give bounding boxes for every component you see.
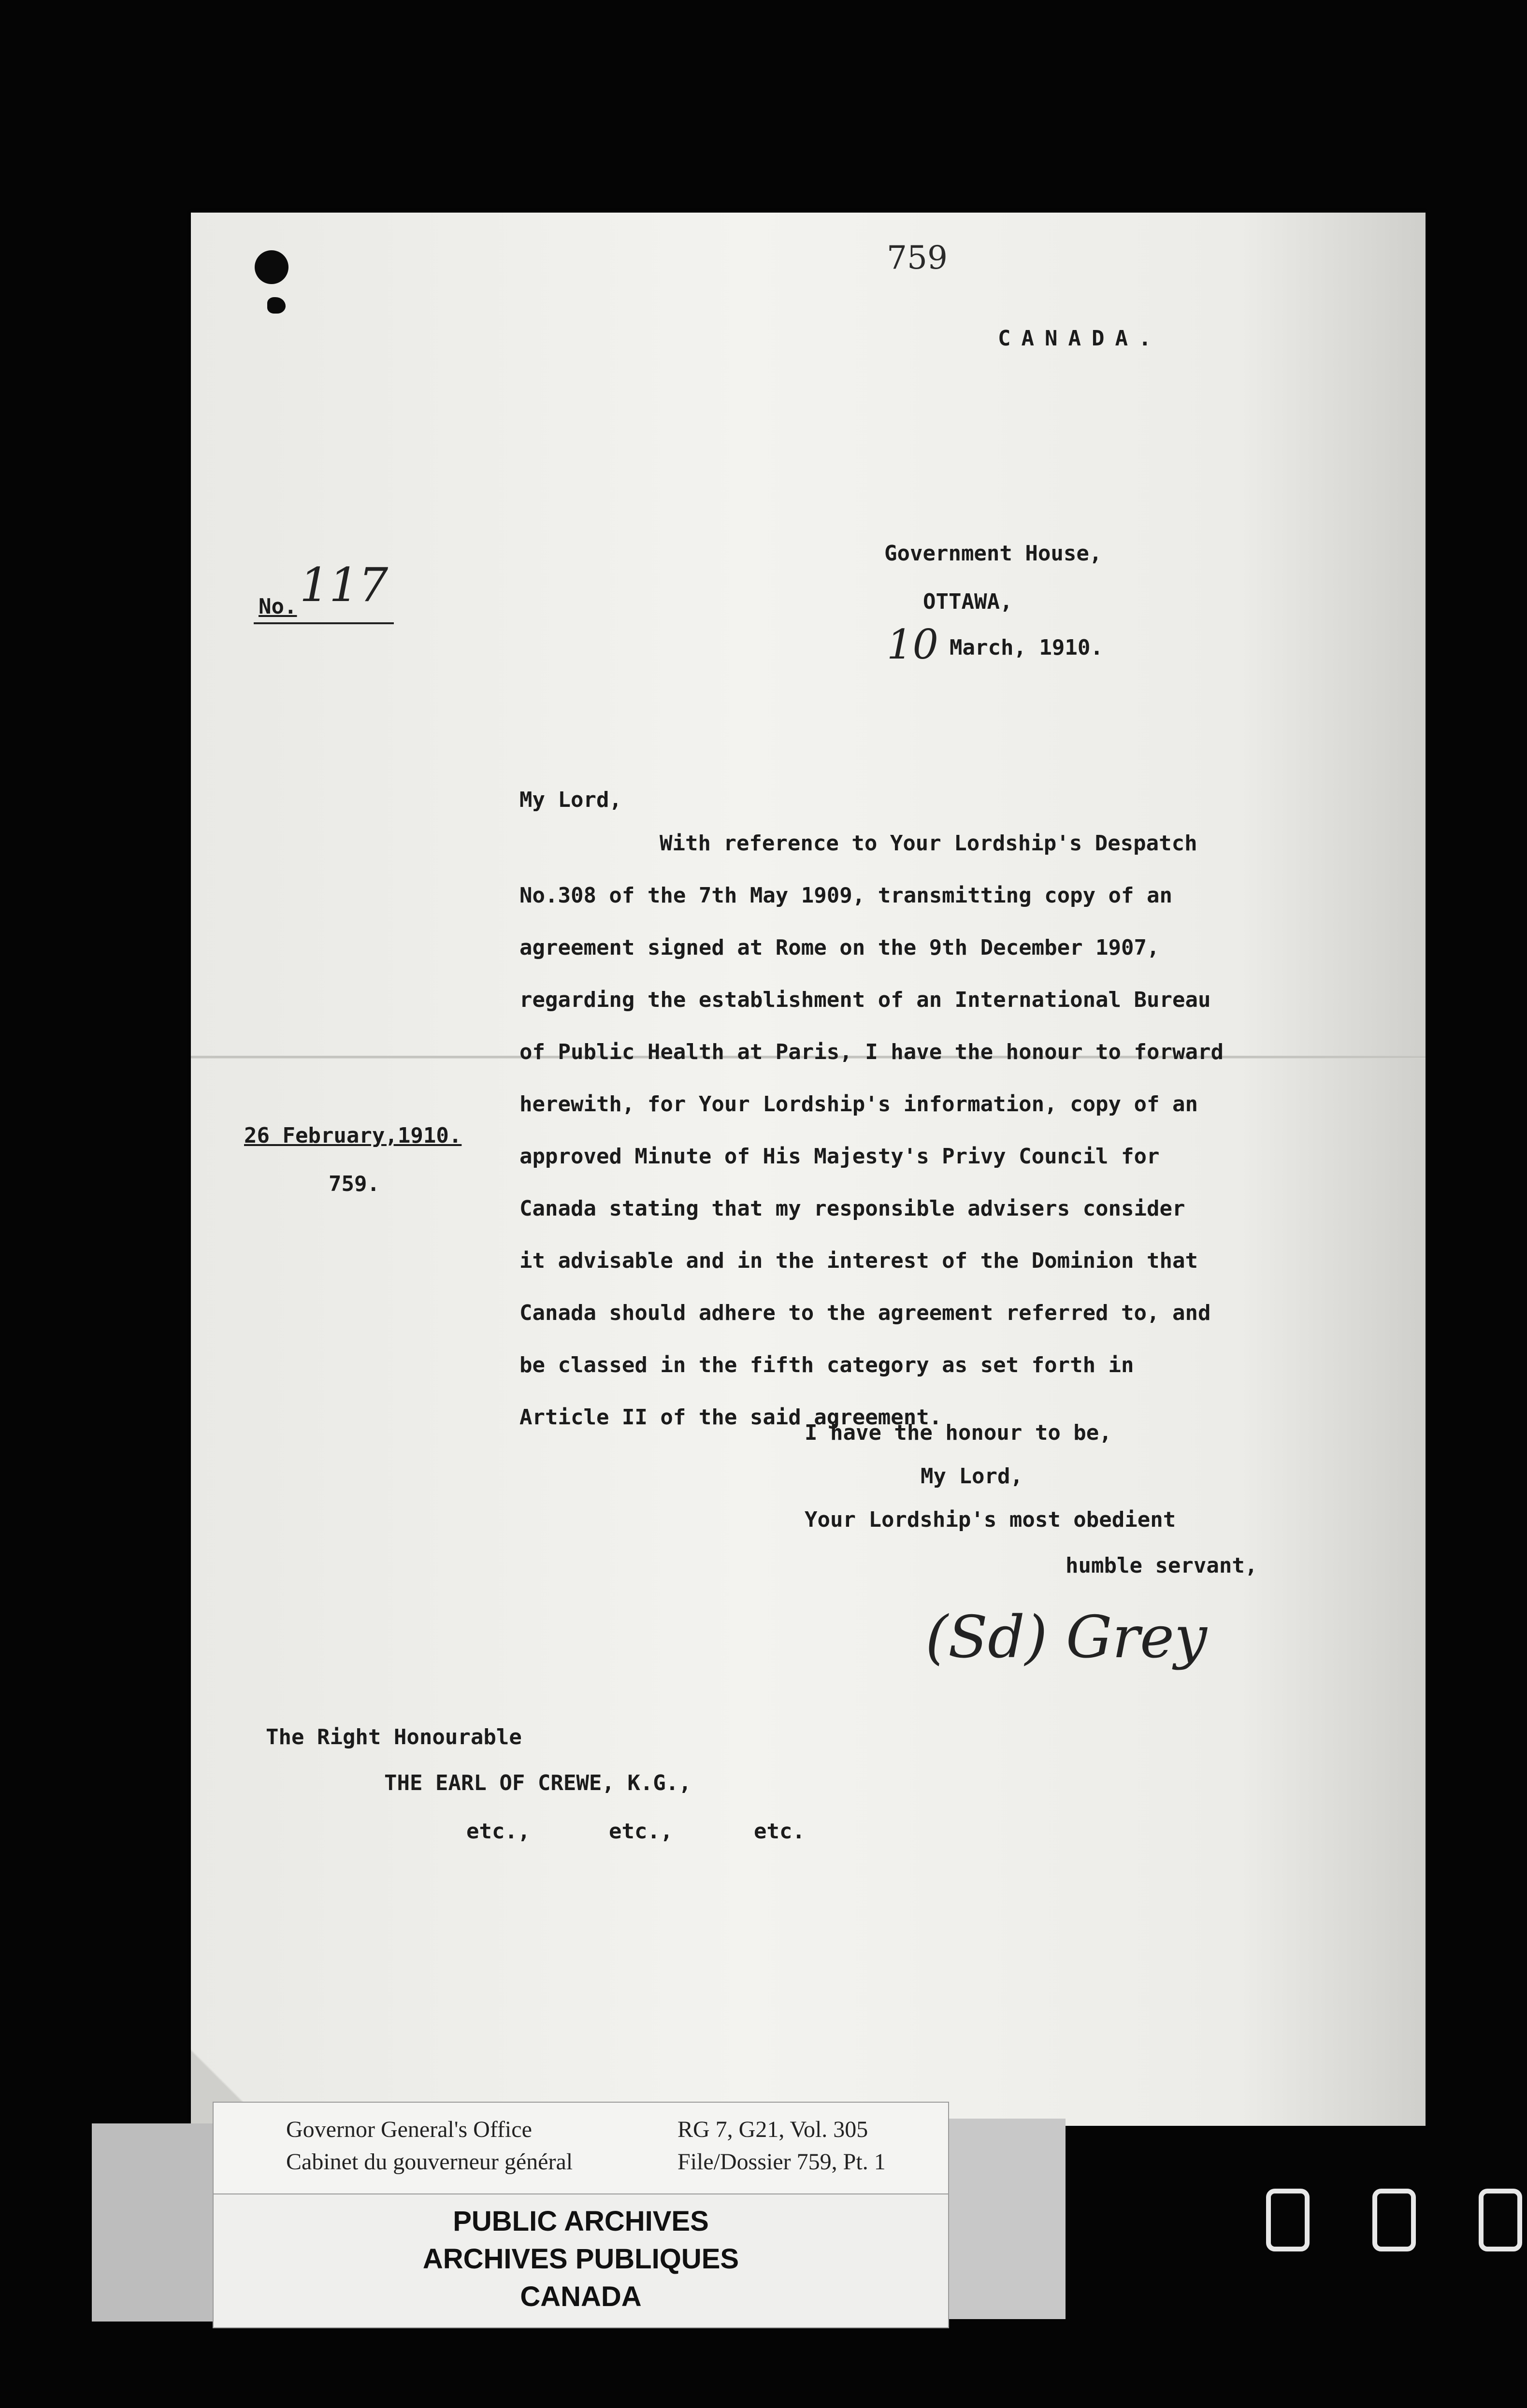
despatch-number-handwritten: 117 bbox=[300, 558, 389, 612]
label-backing-left bbox=[92, 2123, 215, 2322]
despatch-number-underline bbox=[254, 622, 394, 624]
body-line: Canada should adhere to the agreement referred to, and bbox=[519, 1301, 1211, 1325]
office-name-en: Governor General's Office bbox=[286, 2117, 532, 2142]
body-line: approved Minute of His Majesty's Privy Council for bbox=[519, 1144, 1160, 1169]
body-line: With reference to Your Lordship's Despatch bbox=[660, 831, 1197, 856]
letter-body bbox=[519, 831, 1399, 1457]
punch-hole-torn bbox=[267, 297, 286, 314]
body-line: herewith, for Your Lordship's information, copy of an bbox=[519, 1092, 1198, 1117]
counter-digit bbox=[1266, 2189, 1310, 2251]
margin-note-date: 26 February,1910. bbox=[244, 1123, 462, 1148]
country-heading: CANADA. bbox=[998, 326, 1162, 351]
body-line: it advisable and in the interest of the Dominion that bbox=[519, 1248, 1198, 1273]
archive-line-2: ARCHIVES PUBLIQUES bbox=[422, 2243, 739, 2275]
addressee-line-1: The Right Honourable bbox=[266, 1725, 522, 1749]
salutation: My Lord, bbox=[519, 788, 622, 812]
addressee-etc: etc., bbox=[609, 1819, 673, 1844]
addressee-etc: etc. bbox=[754, 1819, 805, 1844]
archive-line-3: CANADA bbox=[520, 2281, 642, 2312]
archive-office-label bbox=[213, 2102, 949, 2195]
file-ref: File/Dossier 759, Pt. 1 bbox=[677, 2149, 886, 2175]
page-number: 759 bbox=[887, 239, 948, 276]
body-line: No.308 of the 7th May 1909, transmitting copy of an bbox=[519, 883, 1173, 908]
archive-name-label bbox=[213, 2193, 949, 2328]
body-line: Article II of the said agreement. bbox=[519, 1405, 942, 1430]
margin-note-ref: 759. bbox=[329, 1172, 380, 1196]
body-line: regarding the establishment of an International Bureau bbox=[519, 988, 1211, 1012]
closing-line-2: My Lord, bbox=[921, 1464, 1023, 1489]
closing-line-1: I have the honour to be, bbox=[805, 1420, 1112, 1445]
body-line: be classed in the fifth category as set forth in bbox=[519, 1353, 1134, 1377]
sender-line-2: OTTAWA, bbox=[923, 589, 1013, 614]
record-group-ref: RG 7, G21, Vol. 305 bbox=[677, 2117, 868, 2142]
sender-line-1: Government House, bbox=[884, 541, 1102, 566]
frame-counter bbox=[1266, 2189, 1527, 2261]
body-line: agreement signed at Rome on the 9th December 1907, bbox=[519, 935, 1160, 960]
addressee-etc: etc., bbox=[466, 1819, 531, 1844]
despatch-number-label: No. bbox=[259, 594, 297, 619]
date-handwritten-day: 10 bbox=[887, 621, 938, 668]
archive-line-1: PUBLIC ARCHIVES bbox=[453, 2206, 709, 2237]
punch-hole bbox=[255, 250, 288, 284]
signature: (Sd) Grey bbox=[925, 1604, 1207, 1671]
body-line: Canada stating that my responsible advisers consider bbox=[519, 1196, 1185, 1221]
addressee-line-2: THE EARL OF CREWE, K.G., bbox=[384, 1771, 691, 1795]
document-page bbox=[191, 213, 1426, 2126]
label-backing-right bbox=[947, 2119, 1066, 2319]
counter-digit bbox=[1479, 2189, 1522, 2251]
body-line: of Public Health at Paris, I have the honour to forward bbox=[519, 1040, 1224, 1064]
closing-line-4: humble servant, bbox=[1066, 1553, 1258, 1578]
closing-line-3: Your Lordship's most obedient bbox=[805, 1507, 1176, 1532]
date-typed: March, 1910. bbox=[950, 635, 1103, 660]
office-name-fr: Cabinet du gouverneur général bbox=[286, 2149, 573, 2175]
counter-digit bbox=[1372, 2189, 1416, 2251]
